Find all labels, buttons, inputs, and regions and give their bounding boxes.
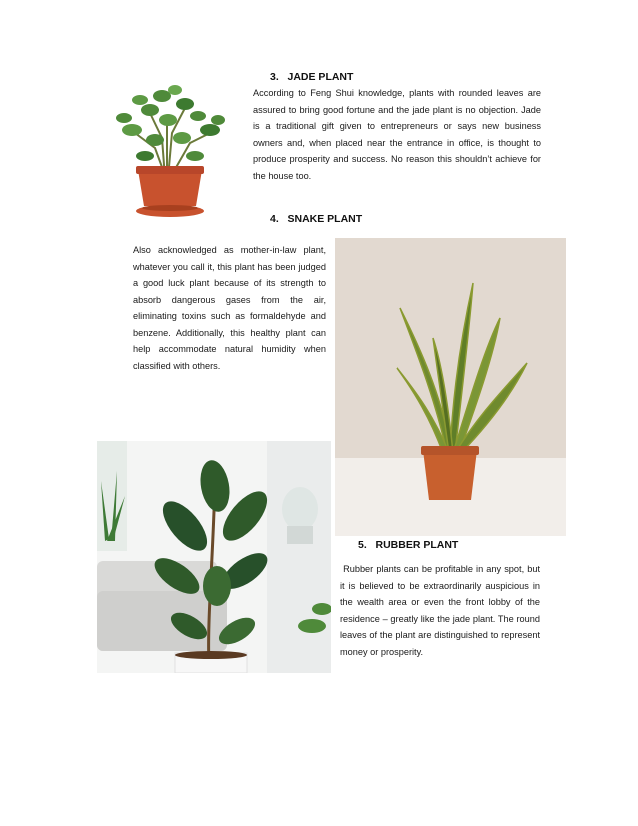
snake-plant-heading: 4. SNAKE PLANT: [270, 213, 363, 225]
snake-plant-description: Also acknowledged as mother-in-law plant, whatever you call it, this plant has been judged a good luck plant because of its strength to absorb dangerous gases from the air, eliminating toxins such as formaldehyde and benzene. Additionally, this healthy plant can help accommodate natural humidity when classified with others.: [133, 245, 326, 371]
snake-plant-image: [335, 238, 566, 536]
rubber-plant-image: [97, 441, 331, 673]
rubber-plant-description: Rubber plants can be profitable in any spot, but it is believed to be extraordinarily auspicious in the wealth area or even the front lobby of the residence – greatly like the jade plant. The round leaves of the plant are distinguished to represent money or prosperity.: [340, 564, 540, 657]
rubber-plant-heading: 5. RUBBER PLANT: [358, 539, 459, 551]
jade-plant-heading: 3. JADE PLANT: [270, 71, 354, 83]
jade-plant-image: [110, 78, 235, 228]
jade-plant-description: According to Feng Shui knowledge, plants with rounded leaves are assured to bring good fortune and the jade plant is no objection. Jade is a traditional gift given to entrepreneurs or says new business owners and, when placed near the entrance in office, is thought to produce prosperity and success. No reason this shouldn’t achieve for the house too.: [253, 88, 541, 181]
